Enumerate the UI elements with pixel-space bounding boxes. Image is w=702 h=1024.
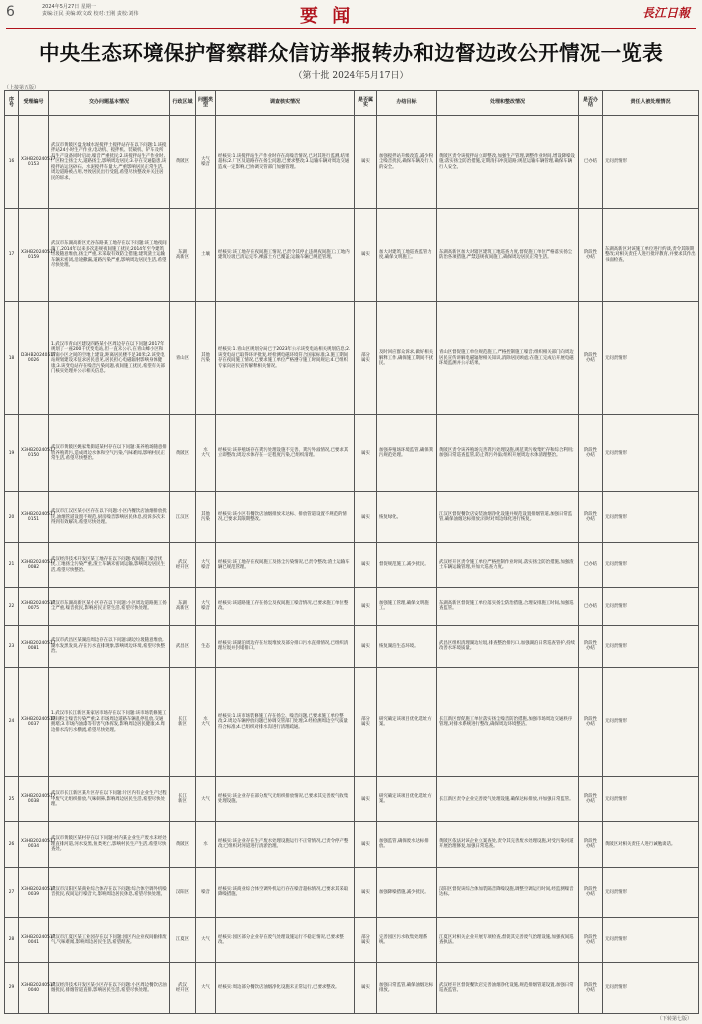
row-number: 19 [5,415,19,492]
row-number: 28 [5,918,19,963]
col-header-desc: 交办问题基本情况 [49,91,170,116]
row-verification: 经核实:该道路施工存在扬尘及夜间施工噪音情况,已要求施工单位整改。 [216,588,355,625]
table-row [5,543,699,588]
row-id: D3HB20240517 0026 [19,302,49,415]
table-row [5,209,699,302]
row-valid: 属实 [355,492,377,543]
continued-footer: （下转第七版） [656,1016,692,1022]
row-type: 水 大气 [196,415,216,492]
row-verification: 经核实:周边部分餐饮店油烟净化设施未正常运行,已要求整改。 [216,963,355,1014]
col-header-area: 行政区域 [170,91,196,116]
col-header-id: 受理编号 [19,91,49,116]
col-header-goal: 办结目标 [377,91,437,116]
row-done: 阶段性 办结 [579,415,603,492]
row-area: 江汉区 [170,492,196,543]
row-rectification: 江夏区对相关企业开展专项检查,督促其完善废气治理设施,加强夜间巡查执法。 [437,918,579,963]
row-valid: 部分 属实 [355,918,377,963]
row-done: 阶段性 办结 [579,625,603,668]
row-id: X3HB20240517 0082 [19,543,49,588]
col-header-valid: 是否属实 [355,91,377,116]
row-responsibility: 无问责情形 [603,777,699,822]
row-description: 武汉市东湖高新区光谷东路某工地存在以下问题:该工地夜间施工,2014年以来多次违规夜间施工扰民;2014年至今建筑垃圾随意堆放,扬尘严重,未采取有效防尘措施;建筑渣土运输车辆未密闭,沿途撒漏,道路污染严重,影响周边居民生活,希望尽快处理。 [49,209,170,302]
row-goal: 研究确定该项目优化选址方案。 [377,777,437,822]
row-area: 武汉 经开区 [170,543,196,588]
row-id: X3HB20240517 0075 [19,588,49,625]
row-type: 大气 噪音 [196,588,216,625]
row-valid: 属实 [355,867,377,918]
row-area: 长江 新区 [170,668,196,777]
table-row [5,415,699,492]
row-rectification: 江汉区督促餐饮店安装油烟净化设施并规范设置排烟管道,加强日常监管,确保油烟达标排放;同时对周边绿化进行恢复。 [437,492,579,543]
row-number: 26 [5,822,19,867]
table-row [5,822,699,867]
row-verification: 经核实:1.该市场装修施工存在扬尘、噪音问题,已要求施工单位整改;2.周边车辆停放问题已协调交管部门处理;3.经检测周边空气质量符合标准;4.已组织对排水沟进行清理疏通。 [216,668,355,777]
row-area: 黄陂区 [170,822,196,867]
row-rectification: 汉阳区督促该综合体加装隔音降噪设施,调整空调运行时间,经监测噪音达标。 [437,867,579,918]
row-id: X3HB20240517 0150 [19,415,49,492]
row-goal: 恢复湖泊生态环境。 [377,625,437,668]
row-valid: 部分 属实 [355,302,377,415]
row-id: X3HB20240517 0039 [19,867,49,918]
row-valid: 属实 [355,822,377,867]
row-rectification: 黄陂区责令该搅拌站立即整改,加强生产管理,调整作业时间,增设降噪设施;落实扬尘防治措施,定期清扫冲洗道路;规范运输车辆管理,确保车辆行人安全。 [437,116,579,209]
row-done: 阶段性 办结 [579,668,603,777]
row-rectification: 武昌区组织清理湖边垃圾,排查整治排污口,加强湖泊日常巡查管护,持续改善水环境质量。 [437,625,579,668]
row-verification: 经核实:该湖泊周边存在垃圾堆放及部分排口污水直排情况,已组织清理垃圾并封堵排口。 [216,625,355,668]
row-valid: 部分 属实 [355,668,377,777]
row-area: 黄陂区 [170,116,196,209]
col-header-type: 问题类型 [196,91,216,116]
row-responsibility: 无问责情形 [603,867,699,918]
row-responsibility: 无问责情形 [603,116,699,209]
row-rectification: 黄陂区依法对该企业立案查处,责令其完善废水处理设施,对受污染河道开展治理修复,加强日常巡查。 [437,822,579,867]
row-id: X3HB20240517 0041 [19,918,49,963]
row-verification: 经核实:该工地存在夜间施工及扬尘污染情况,已责令整改;渣土运输车辆已规范管理。 [216,543,355,588]
row-rectification: 东湖高新区加大对辖区建筑工地巡查力度,督促施工单位严格落实扬尘防治各项措施,严禁违规夜间施工,确保周边居民正常生活。 [437,209,579,302]
row-number: 21 [5,543,19,588]
row-description: 1.武汉市长江新区某家居市场存在以下问题:该市场装修施工期间粉尘噪音污染严重;2.市场周边道路车辆乱停乱放,交通拥堵;3.市场内油漆等有害气体挥发,影响周边居民健康;4.周边排水沟污水横流,希望尽快处理。 [49,668,170,777]
row-description: 1.武汉市青山区建设四路某小区周边存在以下问题:2017年规划了一座200千伏变电站,但一直未公示,在青山蜂小区和新南小区之间的空地上建设,距离居民楼不足30米;2.该变电站规划建设未征求居民意见,居民担心电磁辐射影响身体健康;3.该变电站存在噪音污染问题,夜间施工扰民,希望有关部门核实处理并公示相关信息。 [49,302,170,415]
row-rectification: 武汉经开区督促餐饮店完善油烟净化设施,规范排烟管道设置,加强日常巡查监管。 [437,963,579,1014]
continued-note: （上接第五版） [4,85,40,91]
table-row [5,116,699,209]
row-goal: 加强施工管理,确保文明施工。 [377,588,437,625]
row-description: 武汉市东湖高新区某小区存在以下问题:小区周边道路施工扬尘严重,噪音扰民,影响居民正常生活,希望尽快处理。 [49,588,170,625]
row-verification: 经核实:该企业存在生产废水处理设施运行不正常情况,已责令停产整改;已组织对河道进行清淤治理。 [216,822,355,867]
row-responsibility: 无问责情形 [603,625,699,668]
row-number: 22 [5,588,19,625]
table-row [5,918,699,963]
table-row [5,963,699,1014]
row-done: 阶段性 办结 [579,209,603,302]
row-responsibility: 无问责情形 [603,918,699,963]
row-goal: 加强养殖场环境监管,确保粪污规范处理。 [377,415,437,492]
date-line [42,4,139,18]
row-type: 大气 噪音 [196,543,216,588]
row-area: 武昌区 [170,625,196,668]
row-verification: 经核实:该工地存在夜间施工情况,已责令其停止违规夜间施工;工地内建筑垃圾已清运完毕,裸露土方已覆盖;运输车辆已规范管理。 [216,209,355,302]
row-description: 武汉经济技术开发区某工地存在以下问题:夜间施工噪音扰民,工地扬尘污染严重,渣土车辆未密闭运输,影响周边居民生活,希望尽快整治。 [49,543,170,588]
table-row [5,588,699,625]
row-goal: 完善园区污水收集处理系统。 [377,918,437,963]
table-row [5,668,699,777]
table-row [5,302,699,415]
row-type: 水 [196,822,216,867]
row-description: 武汉市汉阳区某商业综合体存在以下问题:综合体空调外机噪音扰民,夜间运行噪音大,影响周边居民休息,希望尽快处理。 [49,867,170,918]
row-type: 其他 污染 [196,492,216,543]
row-done: 阶段性 办结 [579,302,603,415]
row-responsibility: 东湖高新区对该施工单位进行约谈,责令其限期整改;对相关责任人进行批评教育,并要求其作出书面检查。 [603,209,699,302]
row-number: 18 [5,302,19,415]
row-valid: 属实 [355,588,377,625]
page-number: 6 [6,4,15,20]
row-verification: 经核实:1.青山区规划分局已于2023年公示该变电站相关规划信息;2.该变电站已取得环评批复,经检测电磁环境符合国家标准;3.施工期间存在夜间施工情况,已要求施工单位严格遵守施工时间规定;4.已组织专家向居民宣传解释相关情况。 [216,302,355,415]
row-type: 大气 [196,777,216,822]
row-valid: 属实 [355,777,377,822]
row-rectification: 长江新区责令企业完善废气处理设施,确保达标排放,并加强日常监管。 [437,777,579,822]
row-responsibility: 无问责情形 [603,668,699,777]
row-description: 武汉市长江新区某片区存在以下问题:片区内有企业生产过程中废气无组织排放,气味刺鼻,影响周边居民生活,希望尽快处理。 [49,777,170,822]
table-row [5,867,699,918]
row-id: X3HB20240517 0040 [19,963,49,1014]
row-number: 24 [5,668,19,777]
row-responsibility: 无问责情形 [603,492,699,543]
row-responsibility: 无问责情形 [603,543,699,588]
row-type: 水 大气 [196,668,216,777]
row-goal: 恢复绿化。 [377,492,437,543]
row-description: 武汉市武昌区某湖泊周边存在以下问题:湖边垃圾随意堆放,湖水发黑发臭,存在污水直排现象,影响周边环境,希望尽快整治。 [49,625,170,668]
petition-table [4,90,699,1014]
row-number: 23 [5,625,19,668]
row-valid: 属实 [355,625,377,668]
row-goal: 加强降噪措施,减少扰民。 [377,867,437,918]
row-valid: 属实 [355,963,377,1014]
row-done: 阶段性 办结 [579,822,603,867]
row-done: 已办结 [579,116,603,209]
row-done: 阶段性 办结 [579,777,603,822]
row-id: X3HB20240517 0038 [19,777,49,822]
row-responsibility: 无问责情形 [603,302,699,415]
row-verification: 经核实:该商业综合体空调外机运行存在噪音超标情况,已要求其采取降噪措施。 [216,867,355,918]
row-area: 青山区 [170,302,196,415]
row-area: 黄陂区 [170,415,196,492]
row-type: 大气 [196,918,216,963]
row-number: 17 [5,209,19,302]
header-divider [6,28,696,29]
row-number: 29 [5,963,19,1014]
col-header-resp: 责任人被处理情况 [603,91,699,116]
row-rectification: 黄陂区责令该养殖场完善粪污处理设施,规范粪污收集贮存和综合利用;加强日常巡查监管,防止粪污外溢;组织开展周边水体清理整治。 [437,415,579,492]
row-valid: 属实 [355,543,377,588]
row-type: 土壤 [196,209,216,302]
row-done: 阶段性 办结 [579,918,603,963]
row-area: 长江 新区 [170,777,196,822]
row-goal: 加强搅拌站升级改造,减少粉尘噪音扰民,确保车辆及行人的安全。 [377,116,437,209]
row-valid: 属实 [355,415,377,492]
row-verification: 经核实:1.该搅拌站生产作业时存在高噪音情况,已对其进行监测,结果超标;2.厂区及道路存在扬尘问题,已要求整改;3.运输车辆对周边交通造成一定影响,已协调交管部门加强管理。 [216,116,355,209]
row-rectification: 青山区督促施工单位规范施工,严格控制施工噪音;组织相关部门向周边居民宣传讲解电磁辐射相关知识,消除居民顾虑;在施工完成后开展电磁环境监测并公示结果。 [437,302,579,415]
row-number: 25 [5,777,19,822]
row-area: 东湖 高新区 [170,209,196,302]
row-id: X3HB20240517 0034 [19,822,49,867]
table-body [5,116,699,1014]
row-id: X3HB20240517 0037 [19,668,49,777]
row-done: 已办结 [579,543,603,588]
row-responsibility: 黄陂区对相关责任人进行诫勉谈话。 [603,822,699,867]
row-type: 噪音 [196,867,216,918]
row-responsibility: 无问责情形 [603,963,699,1014]
col-header-no: 序号 [5,91,19,116]
page-header [0,0,702,30]
row-done: 已办结 [579,588,603,625]
row-number: 16 [5,116,19,209]
row-description: 武汉经济技术开发区某小区存在以下问题:小区周边餐饮店油烟扰民,排烟管道直排,影响居民生活,希望尽快处理。 [49,963,170,1014]
row-verification: 经核实:该企业存在部分废气无组织排放情况,已要求其完善废气收集处理设施。 [216,777,355,822]
col-header-check: 调查核实情况 [216,91,355,116]
col-header-fix: 处理和整改情况 [437,91,579,116]
row-done: 阶段性 办结 [579,867,603,918]
page-subtitle: （第十批 2024年5月17日） [293,71,409,81]
row-responsibility: 无问责情形 [603,415,699,492]
row-type: 大气 噪音 [196,116,216,209]
editor-credits: 责编:汪民 美编:欧文政 校对:王刚 责校:刘伟 [42,11,139,17]
table-row [5,492,699,543]
section-title: 要 闻 [300,6,355,27]
row-valid: 属实 [355,116,377,209]
row-rectification: 武汉经开区责令施工单位严格控制作业时间,落实扬尘防治措施,加强渣土车辆运输管理,并加大巡查力度。 [437,543,579,588]
row-id: X3HB20240517 0153 [19,116,49,209]
row-goal: 督促规范施工,减少扰民。 [377,543,437,588]
row-done: 阶段性 办结 [579,492,603,543]
row-valid: 属实 [355,209,377,302]
row-description: 武汉市黄陂区姚家集街道某村存在以下问题:某养殖场随意排放养殖粪污,造成周边水体和空气污染,气味难闻,影响村民正常生活,希望尽快整治。 [49,415,170,492]
issue-date: 2024年5月27日 星期一 [42,4,96,10]
newspaper-logo: 長江日報 [641,6,690,20]
row-done: 阶段性 办结 [579,963,603,1014]
table-header-row [5,91,699,116]
row-verification: 经核实:该养殖场存在粪污处理设施不完善、粪污外溢情况,已要求其立即整改;周边水体存在一定程度污染,已组织清理。 [216,415,355,492]
row-description: 武汉市黄陂区某村存在以下问题:村内某企业生产废水未经处理直排河道,河水发黑,鱼类死亡,影响村民生产生活,希望尽快查处。 [49,822,170,867]
row-id: X3HB20240517 0081 [19,625,49,668]
table-row [5,625,699,668]
row-goal: 及时回应群众诉求,做好相关解释工作,确保施工期间不扰民。 [377,302,437,415]
row-number: 20 [5,492,19,543]
row-area: 武汉 经开区 [170,963,196,1014]
row-id: X3HB20240517 0159 [19,209,49,302]
row-description: 武汉市江汉区某小区存在以下问题:小区内餐饮店油烟排放扰民,油烟管道设置不规范,厨房噪音影响居民休息,投诉多次未得到有效解决,希望尽快处理。 [49,492,170,543]
table-row [5,777,699,822]
row-rectification: 东湖高新区督促施工单位落实扬尘防治措施,合理安排施工时间,加强巡查监管。 [437,588,579,625]
row-number: 27 [5,867,19,918]
row-goal: 加强日常监管,确保油烟达标排放。 [377,963,437,1014]
row-area: 东湖 高新区 [170,588,196,625]
row-type: 其他 污染 [196,302,216,415]
row-responsibility: 无问责情形 [603,588,699,625]
row-type: 大气 [196,963,216,1014]
row-type: 生态 [196,625,216,668]
page-title: 中央生态环境保护督察群众信访举报转办和边督边改公开情况一览表 [39,41,663,65]
row-id: X3HB20240517 0151 [19,492,49,543]
row-goal: 加强监管,确保废水达标排放。 [377,822,437,867]
row-area: 汉阳区 [170,867,196,918]
row-verification: 经核实:该小区有餐饮店油烟排放未达标、排放管道设置不规范的情况,已要求其限期整改。 [216,492,355,543]
row-goal: 加大对建筑工地巡查监管力度,确保文明施工。 [377,209,437,302]
row-verification: 经核实:园区部分企业存在废气处理设施运行不稳定情况,已要求整改。 [216,918,355,963]
row-description: 武汉市黄陂区盘龙城水泥搅拌土搅拌站存在以下问题:1.该搅拌站24小时生产作业,电动机、搅拌机、装载机、铲车及所有生产设备同时启动,噪音严重扰民;2.该搅拌站生产作业时,厂区粉尘扬尘大,道路扬尘,影响周边居民;3.存在交通隐患,该搅拌站运送砂石、水泥搅拌车量大,严重影响居民正常生活,周边道路被占用,导致居民出行受阻,希望尽快整改并关注居民的诉求。 [49,116,170,209]
row-rectification: 长江新区督促施工单位落实扬尘噪音防治措施,加强市场周边交通秩序管理,对排水系统进行整改,确保周边环境整洁。 [437,668,579,777]
row-description: 武汉市江夏区某工业园存在以下问题:园区内企业夜间偷排废气,气味难闻,影响周边居民生活,希望彻查。 [49,918,170,963]
row-area: 江夏区 [170,918,196,963]
row-goal: 研究确定该项目优化选址方案。 [377,668,437,777]
col-header-done: 是否办结 [579,91,603,116]
